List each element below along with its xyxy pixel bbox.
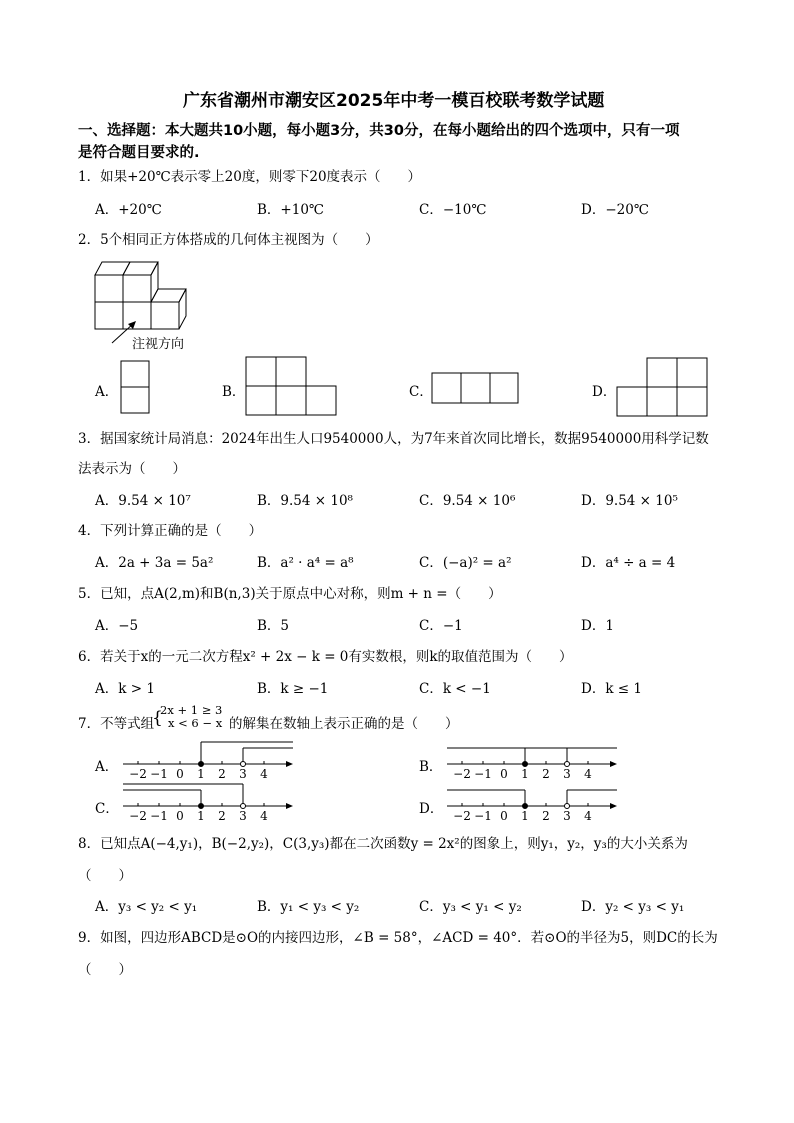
tick-label: −2	[129, 809, 147, 823]
tick-label: 1	[521, 809, 529, 823]
q3-stem-cont: 法表示为（ ）	[78, 461, 186, 477]
q7-numberline-c	[118, 784, 298, 824]
q7-stem-prefix: 7．不等式组	[78, 716, 155, 732]
tick-label: 2	[542, 809, 550, 823]
q4-option-d: D．a⁴ ÷ a = 4	[581, 555, 676, 571]
section-heading-cont: 是符合题目要求的.	[78, 145, 200, 161]
q1-stem: 1．如果+20℃表示零上20度，则零下20度表示（ ）	[78, 169, 422, 185]
arrow-icon	[286, 761, 293, 767]
tick-label: −1	[150, 809, 168, 823]
q7-numberline-d	[442, 784, 622, 824]
tick-label: 0	[500, 767, 508, 781]
tick-label: 4	[260, 767, 268, 781]
q3-option-a: A．9.54 × 10⁷	[95, 493, 191, 509]
tick-label: −2	[453, 767, 471, 781]
q2-option-b: B．	[222, 384, 246, 400]
section-heading: 一、选择题：本大题共10小题，每小题3分，共30分，在每小题给出的四个选项中，只有一项	[78, 123, 680, 139]
q8-option-c: C．y₃ < y₁ < y₂	[419, 899, 522, 915]
tick-label: 1	[197, 767, 205, 781]
tick-label: −1	[474, 809, 492, 823]
q7-numberline-a	[118, 742, 298, 782]
q7-option-b: B．	[419, 759, 443, 775]
q8-option-b: B．y₁ < y₃ < y₂	[257, 899, 360, 915]
tick-label: −1	[474, 767, 492, 781]
hollow-dot	[565, 804, 570, 809]
q3-option-b: B．9.54 × 10⁸	[257, 493, 353, 509]
tick-label: 1	[521, 767, 529, 781]
hollow-dot	[241, 762, 246, 767]
tick-label: 3	[563, 767, 571, 781]
q4-stem: 4．下列计算正确的是（ ）	[78, 523, 263, 539]
q8-option-d: D．y₂ < y₃ < y₁	[581, 899, 685, 915]
q9-stem-cont: （ ）	[78, 962, 132, 978]
q7-option-c: C．	[95, 801, 119, 817]
q7-option-d: D．	[419, 801, 444, 817]
hollow-dot	[565, 762, 570, 767]
tick-label: 2	[218, 767, 226, 781]
q8-stem-cont: （ ）	[78, 868, 132, 884]
q3-option-c: C．9.54 × 10⁶	[419, 493, 516, 509]
q2-option-d: D．	[592, 384, 617, 400]
q8-option-a: A．y₃ < y₂ < y₁	[95, 899, 198, 915]
tick-label: 0	[176, 767, 184, 781]
solid-dot	[199, 804, 204, 809]
tick-label: −1	[150, 767, 168, 781]
hollow-dot	[241, 804, 246, 809]
page-title: 广东省潮州市潮安区2025年中考一模百校联考数学试题	[183, 91, 605, 111]
tick-label: 0	[500, 809, 508, 823]
solid-dot	[523, 762, 528, 767]
q5-option-a: A．−5	[95, 618, 139, 634]
q6-option-a: A．k > 1	[95, 681, 155, 697]
q7-numberline-b	[442, 742, 622, 782]
tick-label: 4	[584, 809, 592, 823]
q4-option-c: C．(−a)² = a²	[419, 555, 512, 571]
q3-stem: 3．据国家统计局消息：2024年出生人口9540000人，为7年来首次同比增长，数据9540000用科学记数	[78, 431, 709, 447]
q3-option-d: D．9.54 × 10⁵	[581, 493, 678, 509]
tick-label: 4	[584, 767, 592, 781]
q6-stem: 6．若关于x的一元二次方程x² + 2x − k = 0有实数根，则k的取值范围为（ ）	[78, 649, 573, 665]
q7-ineq1: 2x + 1 ≥ 3	[160, 703, 223, 717]
solid-dot	[199, 762, 204, 767]
q7-stem-suffix: 的解集在数轴上表示正确的是（ ）	[229, 716, 459, 732]
tick-label: 0	[176, 809, 184, 823]
tick-label: 2	[542, 767, 550, 781]
q1-option-c: C．−10℃	[419, 202, 487, 218]
q6-option-b: B．k ≥ −1	[257, 681, 329, 697]
q7-ineq2: x < 6 − x	[168, 716, 223, 730]
q2-option-c: C．	[409, 384, 433, 400]
cube-stack-figure	[90, 255, 190, 335]
q1-option-a: A．+20℃	[95, 202, 162, 218]
q4-option-b: B．a² · a⁴ = a⁸	[257, 555, 354, 571]
q5-option-d: D．1	[581, 618, 614, 634]
tick-label: 3	[239, 767, 247, 781]
q5-option-b: B．5	[257, 618, 290, 634]
q2-option-a-figure	[120, 360, 150, 414]
tick-label: 4	[260, 809, 268, 823]
arrow-icon	[610, 803, 617, 809]
tick-label: −2	[453, 809, 471, 823]
q7-brace: {	[152, 708, 163, 728]
tick-label: −2	[129, 767, 147, 781]
q7-option-a: A．	[95, 759, 119, 775]
tick-label: 3	[563, 809, 571, 823]
q6-option-d: D．k ≤ 1	[581, 681, 642, 697]
arrow-icon	[610, 761, 617, 767]
q5-option-c: C．−1	[419, 618, 463, 634]
q2-option-a: A．	[95, 384, 119, 400]
q9-stem: 9．如图，四边形ABCD是⊙O的内接四边形，∠B = 58°，∠ACD = 40°．若⊙O的半径为5，则DC的长为	[78, 930, 718, 946]
q2-option-b-figure	[245, 356, 337, 416]
tick-label: 1	[197, 809, 205, 823]
q1-option-d: D．−20℃	[581, 202, 649, 218]
arrow-icon	[286, 803, 293, 809]
tick-label: 2	[218, 809, 226, 823]
solid-dot	[523, 804, 528, 809]
q8-stem: 8．已知点A(−4,y₁)，B(−2,y₂)，C(3,y₃)都在二次函数y = 2x²的图象上，则y₁，y₂，y₃的大小关系为	[78, 836, 688, 852]
tick-label: 3	[239, 809, 247, 823]
q2-option-d-figure	[616, 357, 708, 417]
q4-option-a: A．2a + 3a = 5a²	[95, 555, 214, 571]
q2-stem: 2．5个相同正方体搭成的几何体主视图为（ ）	[78, 232, 379, 248]
view-direction-caption: 注视方向	[132, 337, 185, 352]
q2-option-c-figure	[431, 372, 519, 404]
q1-option-b: B．+10℃	[257, 202, 325, 218]
q6-option-c: C．k < −1	[419, 681, 491, 697]
q5-stem: 5．已知，点A(2,m)和B(n,3)关于原点中心对称，则m + n =（ ）	[78, 586, 502, 602]
